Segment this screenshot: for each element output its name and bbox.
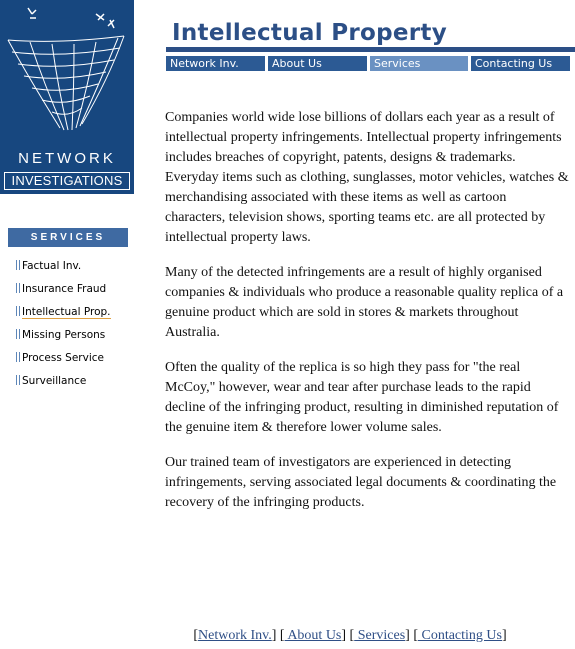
sidebar-item-surveillance[interactable] xyxy=(16,375,111,398)
footer-link-contacting-us[interactable]: Contacting Us xyxy=(417,628,502,643)
title-underline xyxy=(166,47,575,52)
footer-link-network-inv[interactable]: Network Inv. xyxy=(198,628,272,643)
content-paragraph: Many of the detected infringements are a result of highly organised companies & individuals who produce a reasonable quality replica of a genuine product which are sold in stores & markets throughout Australia. xyxy=(165,265,564,340)
bullet-icon xyxy=(16,260,20,270)
footer-nav: [Network Inv.] [ About Us] [ Services] [ Contacting Us] xyxy=(193,628,507,643)
page-title: Intellectual Property xyxy=(172,20,447,46)
sidebar-item-label[interactable]: Surveillance xyxy=(22,375,87,387)
sidebar-item-label[interactable]: Process Service xyxy=(22,352,104,364)
logo-wordmark-network: NETWORK xyxy=(18,150,116,167)
sidebar-item-factual-inv[interactable] xyxy=(16,260,111,283)
sidebar-item-missing-persons[interactable] xyxy=(16,329,111,352)
tab-about-us[interactable]: About Us xyxy=(268,56,367,71)
footer-link-services[interactable]: Services xyxy=(354,628,406,643)
main-content xyxy=(165,108,570,528)
sidebar-heading: SERVICES xyxy=(8,228,128,247)
content-paragraph: Often the quality of the replica is so high they pass for "the real McCoy," however, wear and tear after purchase leads to the rapid decline of the infringing product, resulting in diminished reputation of the genuine item & therefore lower volume sales. xyxy=(165,360,559,435)
sidebar-nav xyxy=(16,260,111,398)
bullet-icon xyxy=(16,375,20,385)
bullet-icon xyxy=(16,283,20,293)
bullet-icon xyxy=(16,306,20,316)
tab-services[interactable]: Services xyxy=(370,56,468,71)
bullet-icon xyxy=(16,329,20,339)
sidebar-item-label[interactable]: Factual Inv. xyxy=(22,260,82,272)
sidebar-item-intellectual-prop[interactable] xyxy=(16,306,111,329)
footer-link-about-us[interactable]: About Us xyxy=(284,628,342,643)
tab-contacting-us[interactable]: Contacting Us xyxy=(471,56,570,71)
sidebar-item-insurance-fraud[interactable] xyxy=(16,283,111,306)
top-nav xyxy=(166,56,575,71)
company-logo xyxy=(0,0,134,194)
sidebar-item-label[interactable]: Missing Persons xyxy=(22,329,106,341)
tab-network-inv[interactable]: Network Inv. xyxy=(166,56,265,71)
content-paragraph: Our trained team of investigators are experienced in detecting infringements, serving associated legal documents & coordinating the recovery of the infringing products. xyxy=(165,455,557,510)
bullet-icon xyxy=(16,352,20,362)
content-paragraph: Companies world wide lose billions of dollars each year as a result of intellectual property infringements. Intellectual property infringements includes breaches of copyright, patents, designs & trademarks. Everyday items such as clothing, sunglasses, motor vehicles, watches & merchandising associated with these items as well as cartoon characters, television shows, sporting teams etc. are all protected by intellectual property laws. xyxy=(165,110,569,245)
sidebar-item-label[interactable]: Insurance Fraud xyxy=(22,283,107,295)
logo-wordmark-investigations: INVESTIGATIONS xyxy=(4,172,130,190)
sidebar-item-label[interactable]: Intellectual Prop. xyxy=(22,306,111,318)
sidebar-item-process-service[interactable] xyxy=(16,352,111,375)
net-graphic xyxy=(0,0,134,150)
